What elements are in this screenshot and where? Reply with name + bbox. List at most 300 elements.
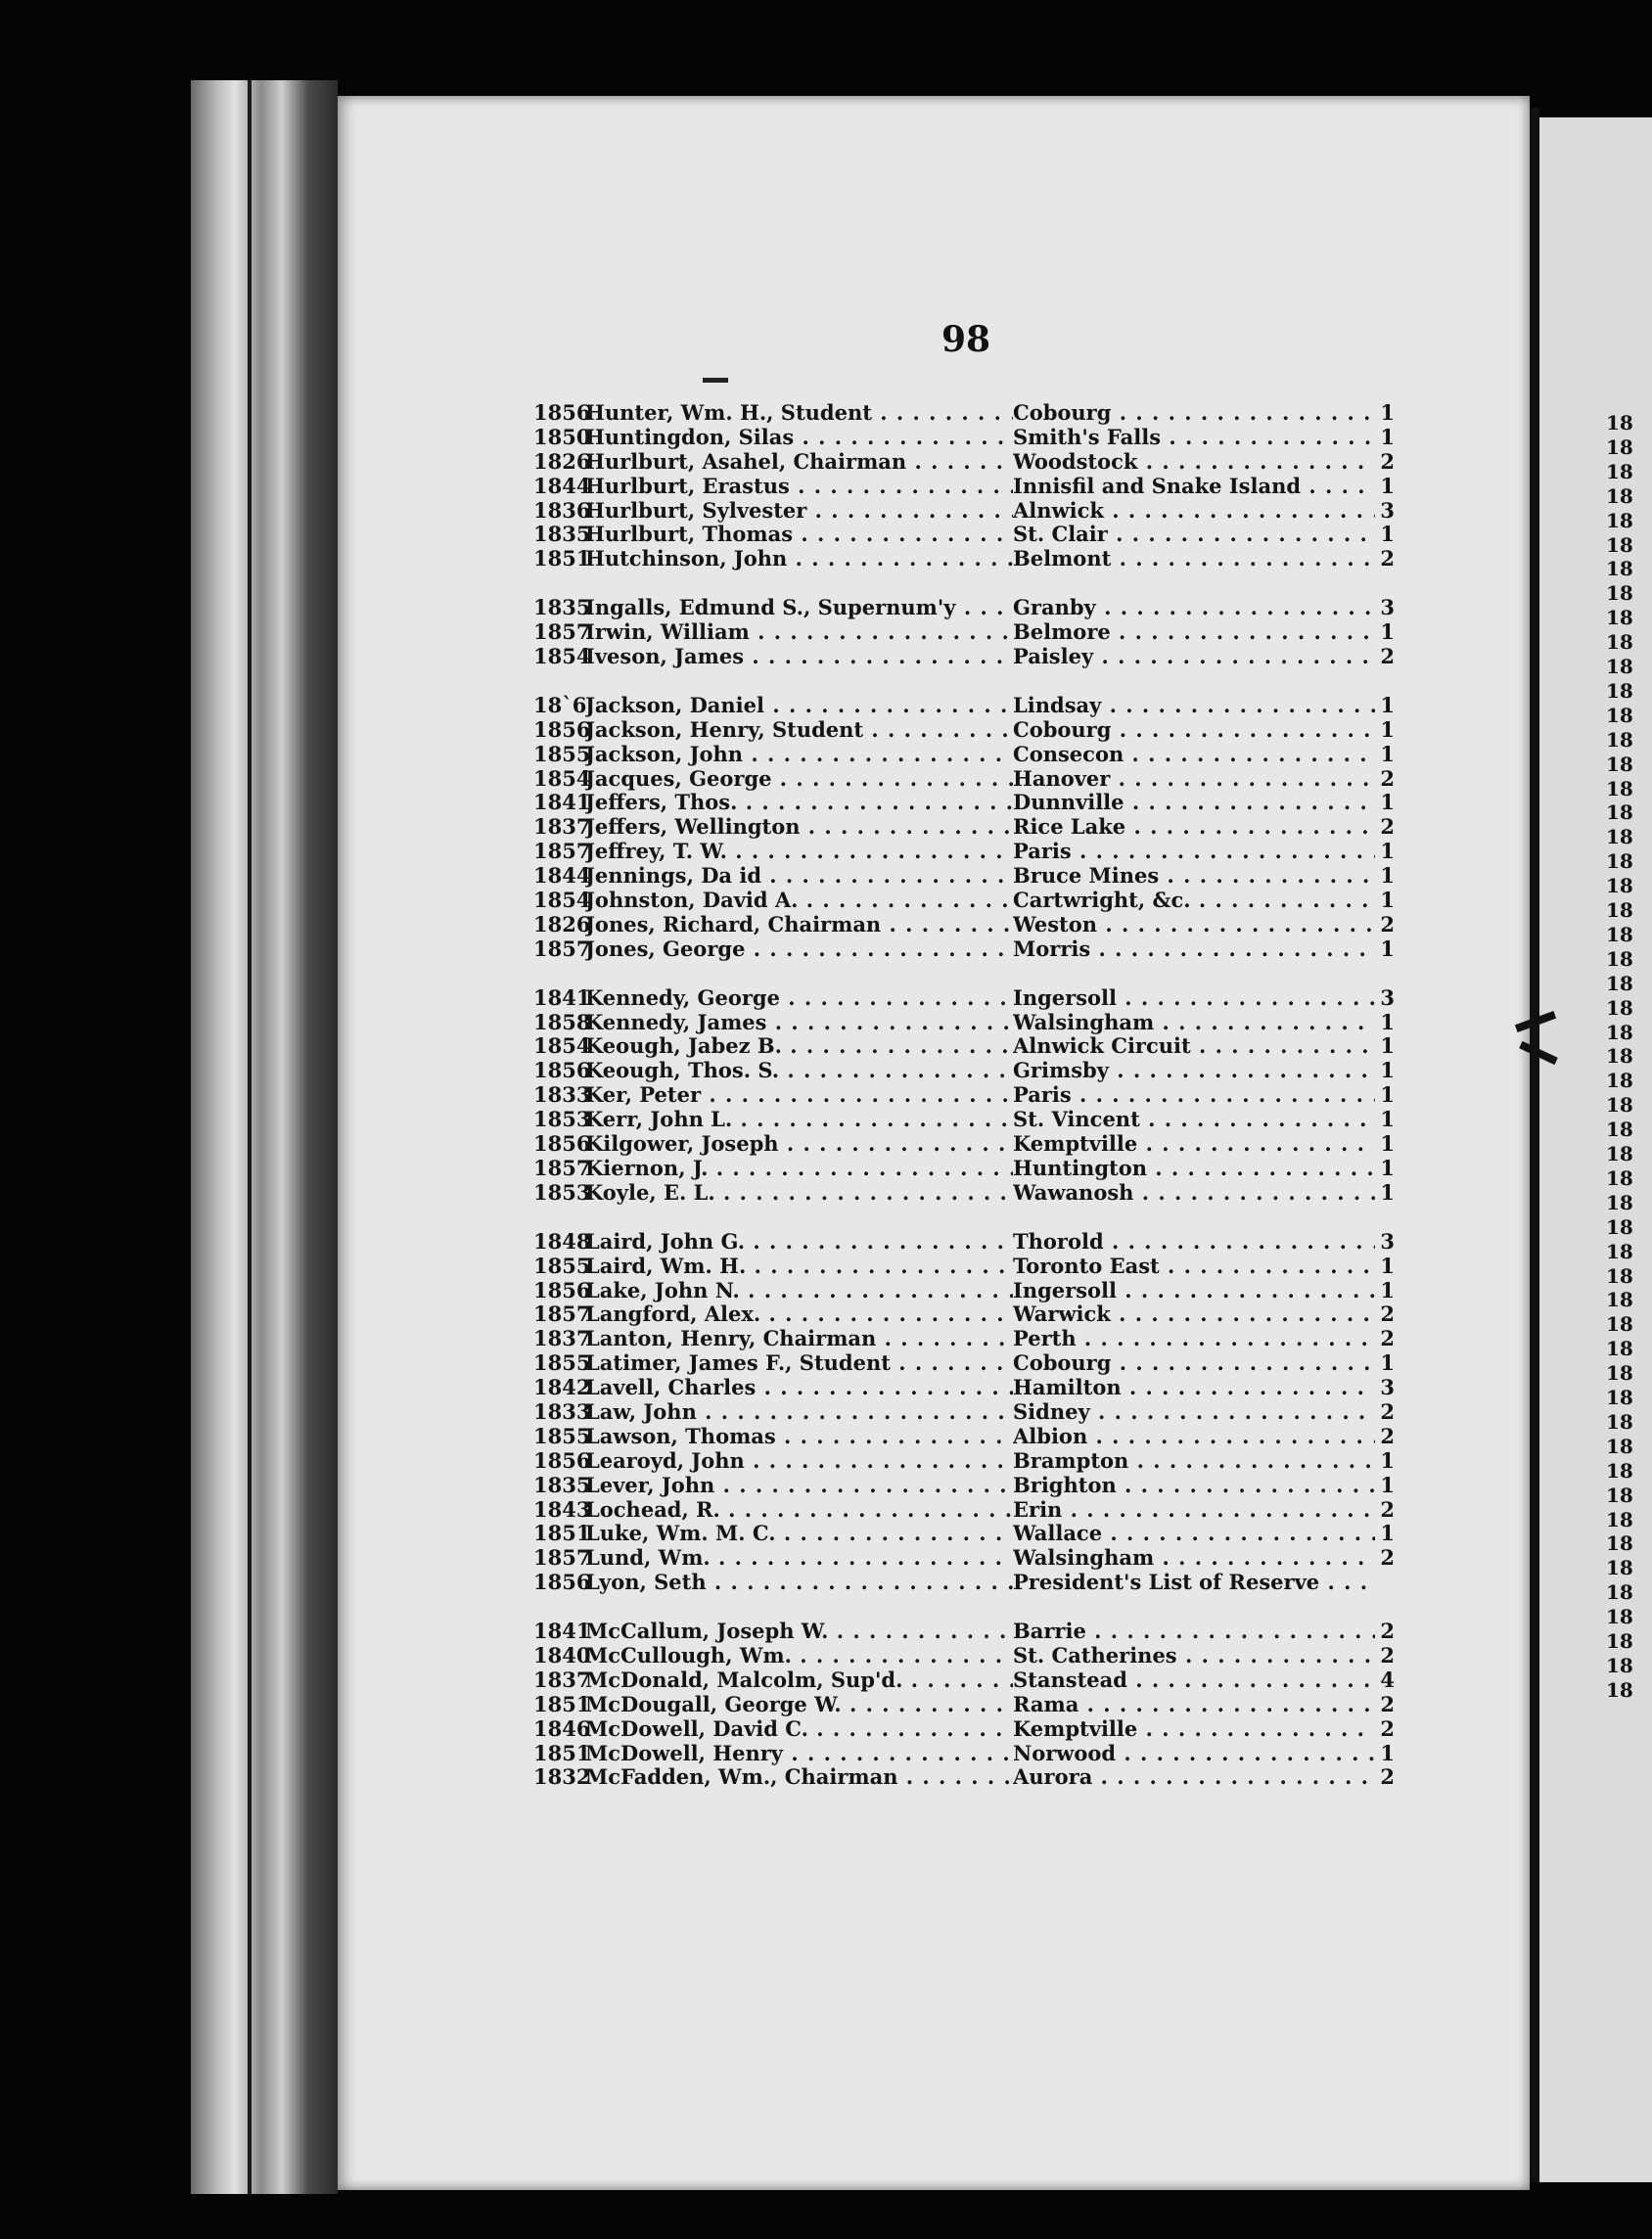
list-item — [533, 1449, 1395, 1474]
entry-year: 1851 — [533, 1740, 591, 1765]
list-item — [533, 1571, 1395, 1595]
group-spacer — [533, 1206, 1395, 1230]
entry-circuit: Huntington . . . — [1013, 1157, 1375, 1181]
entry-circuit: Rice Lake . . . — [1013, 815, 1375, 840]
entry-circuit: St. Catherines . . . — [1013, 1644, 1375, 1668]
entry-name: Hurlburt, Asahel, Chairman . . . — [585, 450, 1013, 475]
entry-name: Johnston, David A. . . . — [585, 889, 1013, 913]
group-spacer — [533, 669, 1395, 694]
list-item — [533, 620, 1395, 645]
adjacent-page-fragment: 18 — [1606, 459, 1633, 483]
list-item — [533, 1644, 1395, 1668]
entry-circuit: Belmore . . . — [1013, 620, 1375, 645]
entry-circuit: Walsingham . . . — [1013, 1546, 1375, 1571]
list-item — [533, 1157, 1395, 1181]
page-gutter — [1530, 108, 1539, 2182]
adjacent-page-fragment: 18 — [1606, 1677, 1633, 1702]
entry-circuit: Cobourg . . . — [1013, 1351, 1375, 1376]
header-rule — [703, 378, 728, 383]
entry-name: Lake, John N. . . . — [585, 1279, 1013, 1303]
entry-year: 1851 — [533, 546, 591, 571]
entry-years: 3 — [1380, 595, 1395, 620]
entry-year: 1837 — [533, 814, 591, 840]
entry-circuit: Stanstead . . . — [1013, 1668, 1375, 1693]
entry-circuit: St. Vincent . . . — [1013, 1108, 1375, 1132]
list-item — [533, 1693, 1395, 1717]
entry-year: 1844 — [533, 863, 591, 889]
entry-circuit: Morris . . . — [1013, 937, 1375, 962]
entry-years: 1 — [1380, 1107, 1395, 1132]
entry-years: 2 — [1380, 1545, 1395, 1571]
list-item — [533, 815, 1395, 840]
entry-year: 1841 — [533, 790, 591, 815]
entry-circuit: Barrie . . . — [1013, 1620, 1375, 1644]
entry-name: Jeffers, Thos. . . . — [585, 791, 1013, 815]
entry-circuit: Sidney . . . — [1013, 1400, 1375, 1425]
entry-years: 1 — [1380, 1277, 1395, 1302]
entry-circuit: Consecon . . . — [1013, 743, 1375, 767]
entry-name: Lavell, Charles . . . — [585, 1376, 1013, 1400]
entry-name: Jones, George . . . — [585, 937, 1013, 962]
list-item — [533, 767, 1395, 792]
entry-name: Hurlburt, Erastus . . . — [585, 475, 1013, 499]
entry-year: 1854 — [533, 1033, 591, 1059]
entry-circuit: Warwick . . . — [1013, 1302, 1375, 1327]
list-item — [533, 1620, 1395, 1644]
entry-circuit: Thorold . . . — [1013, 1230, 1375, 1255]
entry-years: 1 — [1380, 1033, 1395, 1059]
adjacent-page-fragment: 18 — [1606, 1556, 1633, 1580]
page-number: 98 — [941, 319, 991, 360]
entry-year: 1856 — [533, 400, 591, 425]
adjacent-page-fragment: 18 — [1606, 1605, 1633, 1629]
entry-years: 1 — [1380, 741, 1395, 766]
entry-name: Hutchinson, John . . . — [585, 547, 1013, 571]
entry-years: 3 — [1380, 1375, 1395, 1400]
adjacent-page-fragment: 18 — [1606, 1118, 1633, 1142]
adjacent-page-fragment: 18 — [1606, 1142, 1633, 1165]
entry-circuit: Wawanosh . . . — [1013, 1181, 1375, 1206]
adjacent-page-fragment: 18 — [1606, 678, 1633, 703]
entry-name: McDonald, Malcolm, Sup'd. . . . — [585, 1668, 1013, 1693]
entry-years: 3 — [1380, 1228, 1395, 1254]
entry-years: 1 — [1380, 473, 1395, 498]
entry-name: Jackson, Daniel . . . — [585, 694, 1013, 718]
adjacent-page-fragment: 18 — [1606, 1020, 1633, 1044]
entry-year: 1844 — [533, 473, 591, 498]
adjacent-page-fragment: 18 — [1606, 1312, 1633, 1337]
entry-circuit: Paisley . . . — [1013, 645, 1375, 669]
entry-name: McDougall, George W. . . . — [585, 1693, 1013, 1717]
entry-years: 2 — [1380, 1423, 1395, 1448]
entry-name: Koyle, E. L. . . . — [585, 1181, 1013, 1206]
list-item — [533, 401, 1395, 426]
adjacent-page-fragment: 18 — [1606, 995, 1633, 1020]
entry-years: 1 — [1380, 1472, 1395, 1497]
entry-year: 1853 — [533, 1179, 591, 1205]
entry-circuit: Ingersoll . . . — [1013, 986, 1375, 1011]
minister-list — [533, 401, 1395, 1790]
entry-year: 18`6 — [533, 692, 587, 717]
entry-year: 1835 — [533, 595, 591, 620]
entry-years: 2 — [1380, 644, 1395, 669]
entry-name: McCallum, Joseph W. . . . — [585, 1620, 1013, 1644]
entry-name: McFadden, Wm., Chairman . . . — [585, 1765, 1013, 1790]
entry-years: 1 — [1380, 1521, 1395, 1546]
entry-year: 1855 — [533, 1253, 591, 1278]
list-item — [533, 547, 1395, 571]
entry-years: 3 — [1380, 984, 1395, 1010]
list-item — [533, 1498, 1395, 1523]
entry-year: 1855 — [533, 741, 591, 766]
entry-circuit: Grimsby . . . — [1013, 1059, 1375, 1083]
list-item — [533, 1546, 1395, 1571]
entry-year: 1858 — [533, 1009, 591, 1034]
adjacent-page-fragment: 18 — [1606, 1263, 1633, 1288]
list-item — [533, 1302, 1395, 1327]
entry-circuit: Innisfil and Snake Island . . . — [1013, 475, 1375, 499]
adjacent-page-fragment: 18 — [1606, 1165, 1633, 1190]
entry-circuit: Cartwright, &c. . . . — [1013, 889, 1375, 913]
group-spacer — [533, 1595, 1395, 1620]
entry-circuit: Albion . . . — [1013, 1425, 1375, 1449]
entry-years: 1 — [1380, 888, 1395, 913]
entry-circuit: Rama . . . — [1013, 1693, 1375, 1717]
adjacent-page-fragment: 18 — [1606, 1337, 1633, 1361]
entry-years: 1 — [1380, 424, 1395, 449]
adjacent-page-fragment: 18 — [1606, 874, 1633, 898]
entry-name: Lund, Wm. . . . — [585, 1546, 1013, 1571]
adjacent-page-fragment: 18 — [1606, 922, 1633, 946]
entry-circuit: Aurora . . . — [1013, 1765, 1375, 1790]
list-item — [533, 1108, 1395, 1132]
adjacent-page-fragment: 18 — [1606, 1409, 1633, 1434]
entry-circuit: Norwood . . . — [1013, 1742, 1375, 1766]
entry-year: 1854 — [533, 644, 591, 669]
list-item — [533, 1011, 1395, 1035]
entry-year: 1841 — [533, 1619, 591, 1644]
list-item — [533, 1668, 1395, 1693]
entry-years: 1 — [1380, 1447, 1395, 1473]
entry-circuit: President's List of Reserve . . . — [1013, 1571, 1375, 1595]
adjacent-page-fragment: 18 — [1606, 581, 1633, 606]
entry-years: 2 — [1380, 448, 1395, 474]
entry-circuit: Brampton . . . — [1013, 1449, 1375, 1474]
entry-year: 1854 — [533, 888, 591, 913]
adjacent-page-edge — [1539, 117, 1652, 2182]
adjacent-page-fragment: 18 — [1606, 557, 1633, 581]
entry-years: 1 — [1380, 400, 1395, 425]
entry-years: 2 — [1380, 1398, 1395, 1424]
entry-year: 1857 — [533, 936, 591, 961]
entry-year: 1826 — [533, 911, 591, 937]
entry-circuit: Wallace . . . — [1013, 1522, 1375, 1546]
adjacent-page-fragment: 18 — [1606, 849, 1633, 874]
entry-year: 1841 — [533, 984, 591, 1010]
entry-years: 1 — [1380, 936, 1395, 961]
entry-year: 1857 — [533, 1545, 591, 1571]
entry-year: 1856 — [533, 1277, 591, 1302]
adjacent-page-fragment: 18 — [1606, 1190, 1633, 1214]
entry-circuit: Kemptville . . . — [1013, 1717, 1375, 1742]
entry-name: Ker, Peter . . . — [585, 1083, 1013, 1108]
entry-year: 1851 — [533, 1691, 591, 1716]
entry-year: 1851 — [533, 1521, 591, 1546]
entry-name: Jennings, Da id . . . — [585, 864, 1013, 889]
list-item — [533, 889, 1395, 913]
entry-name: Luke, Wm. M. C. . . . — [585, 1522, 1013, 1546]
entry-name: Laird, Wm. H. . . . — [585, 1255, 1013, 1279]
entry-year: 1835 — [533, 522, 591, 547]
list-item — [533, 913, 1395, 937]
list-item — [533, 1400, 1395, 1425]
entry-name: Lochead, R. . . . — [585, 1498, 1013, 1523]
adjacent-page-fragment: 18 — [1606, 532, 1633, 557]
entry-name: Hunter, Wm. H., Student . . . — [585, 401, 1013, 426]
entry-name: McDowell, Henry . . . — [585, 1742, 1013, 1766]
group-spacer — [533, 962, 1395, 986]
adjacent-page-fragment: 18 — [1606, 1361, 1633, 1386]
entry-years: 1 — [1380, 790, 1395, 815]
adjacent-page-fragment: 18 — [1606, 1653, 1633, 1677]
entry-year: 1853 — [533, 1107, 591, 1132]
adjacent-page-fragment: 18 — [1606, 1093, 1633, 1118]
entry-circuit: Bruce Mines . . . — [1013, 864, 1375, 889]
entry-circuit: Cobourg . . . — [1013, 401, 1375, 426]
entry-year: 1850 — [533, 424, 591, 449]
entry-name: Iveson, James . . . — [585, 645, 1013, 669]
adjacent-page-fragment: 18 — [1606, 800, 1633, 825]
adjacent-page-fragment: 18 — [1606, 411, 1633, 434]
list-item — [533, 1376, 1395, 1400]
list-item — [533, 645, 1395, 669]
entry-years: 1 — [1380, 716, 1395, 742]
entry-year: 1842 — [533, 1375, 591, 1400]
entry-years: 2 — [1380, 814, 1395, 840]
entry-years: 2 — [1380, 1764, 1395, 1790]
entry-name: Learoyd, John . . . — [585, 1449, 1013, 1474]
entry-name: Jeffrey, T. W. . . . — [585, 840, 1013, 864]
list-item — [533, 450, 1395, 475]
list-item — [533, 1181, 1395, 1206]
entry-circuit: Toronto East . . . — [1013, 1255, 1375, 1279]
list-item — [533, 718, 1395, 743]
entry-circuit: Perth . . . — [1013, 1327, 1375, 1351]
entry-year: 1856 — [533, 1447, 591, 1473]
adjacent-page-fragment: 18 — [1606, 1531, 1633, 1556]
entry-name: Hurlburt, Sylvester . . . — [585, 499, 1013, 524]
entry-years: 1 — [1380, 619, 1395, 645]
entry-circuit: Woodstock . . . — [1013, 450, 1375, 475]
entry-name: Laird, John G. . . . — [585, 1230, 1013, 1255]
entry-years: 4 — [1380, 1667, 1395, 1692]
list-item — [533, 1059, 1395, 1083]
entry-circuit: St. Clair . . . — [1013, 523, 1375, 547]
entry-name: McDowell, David C. . . . — [585, 1717, 1013, 1742]
list-item — [533, 523, 1395, 547]
entry-name: Lawson, Thomas . . . — [585, 1425, 1013, 1449]
list-item — [533, 1132, 1395, 1157]
entry-year: 1856 — [533, 716, 591, 742]
adjacent-page-fragment: 18 — [1606, 655, 1633, 678]
entry-year: 1846 — [533, 1715, 591, 1741]
entry-circuit: Ingersoll . . . — [1013, 1279, 1375, 1303]
adjacent-page-fragment: 18 — [1606, 946, 1633, 971]
entry-name: Keough, Thos. S. . . . — [585, 1059, 1013, 1083]
entry-circuit: Alnwick Circuit . . . — [1013, 1034, 1375, 1059]
list-item — [533, 937, 1395, 962]
adjacent-page-fragment: 18 — [1606, 1434, 1633, 1458]
adjacent-page-fragment: 18 — [1606, 1483, 1633, 1507]
entry-year: 1835 — [533, 1472, 591, 1497]
entry-name: Huntingdon, Silas . . . — [585, 426, 1013, 450]
entry-year: 1840 — [533, 1642, 591, 1668]
adjacent-page-fragment: 18 — [1606, 703, 1633, 727]
adjacent-page-fragment: 18 — [1606, 1069, 1633, 1093]
entry-year: 1833 — [533, 1398, 591, 1424]
entry-name: Hurlburt, Thomas . . . — [585, 523, 1013, 547]
entry-year: 1857 — [533, 1155, 591, 1180]
entry-years: 1 — [1380, 839, 1395, 864]
adjacent-page-fragment: 18 — [1606, 1580, 1633, 1605]
list-item — [533, 1327, 1395, 1351]
adjacent-page-fragment: 18 — [1606, 1507, 1633, 1531]
entry-year: 1855 — [533, 1423, 591, 1448]
adjacent-page-fragment: 18 — [1606, 434, 1633, 459]
adjacent-page-fragment: 18 — [1606, 825, 1633, 849]
entry-years: 2 — [1380, 1642, 1395, 1668]
list-item — [533, 1425, 1395, 1449]
entry-name: Ingalls, Edmund S., Supernum'y . . . — [585, 596, 1013, 620]
entry-years: 2 — [1380, 1715, 1395, 1741]
list-item — [533, 1765, 1395, 1790]
entry-name: McCullough, Wm. . . . — [585, 1644, 1013, 1668]
entry-years: 1 — [1380, 1058, 1395, 1083]
entry-year: 1857 — [533, 1302, 591, 1327]
entry-name: Lyon, Seth . . . — [585, 1571, 1013, 1595]
entry-years: 2 — [1380, 1496, 1395, 1522]
entry-name: Lever, John . . . — [585, 1474, 1013, 1498]
entry-years: 2 — [1380, 911, 1395, 937]
entry-year: 1856 — [533, 1570, 591, 1595]
entry-circuit: Smith's Falls . . . — [1013, 426, 1375, 450]
adjacent-page-fragment: 18 — [1606, 630, 1633, 655]
entry-name: Irwin, William . . . — [585, 620, 1013, 645]
entry-years: 1 — [1380, 692, 1395, 717]
entry-circuit: Walsingham . . . — [1013, 1011, 1375, 1035]
entry-years: 2 — [1380, 546, 1395, 571]
entry-years: 1 — [1380, 863, 1395, 889]
entry-circuit: Dunnville . . . — [1013, 791, 1375, 815]
adjacent-page-fragment: 18 — [1606, 752, 1633, 776]
entry-years: 3 — [1380, 497, 1395, 523]
entry-year: 1836 — [533, 497, 591, 523]
entry-years: 2 — [1380, 1619, 1395, 1644]
entry-circuit: Kemptville . . . — [1013, 1132, 1375, 1157]
list-item — [533, 1351, 1395, 1376]
entry-year: 1833 — [533, 1082, 591, 1108]
entry-name: Jeffers, Wellington . . . — [585, 815, 1013, 840]
entry-circuit: Hamilton . . . — [1013, 1376, 1375, 1400]
group-spacer — [533, 571, 1395, 596]
entry-name: Kiernon, J. . . . — [585, 1157, 1013, 1181]
list-item — [533, 1083, 1395, 1108]
list-item — [533, 1255, 1395, 1279]
entry-year: 1826 — [533, 448, 591, 474]
entry-circuit: Paris . . . — [1013, 840, 1375, 864]
entry-name: Latimer, James F., Student . . . — [585, 1351, 1013, 1376]
entry-circuit: Cobourg . . . — [1013, 718, 1375, 743]
entry-circuit: Hanover . . . — [1013, 767, 1375, 792]
entry-name: Jacques, George . . . — [585, 767, 1013, 792]
adjacent-page-fragment: 18 — [1606, 1288, 1633, 1312]
list-item — [533, 986, 1395, 1011]
entry-name: Keough, Jabez B. . . . — [585, 1034, 1013, 1059]
list-item — [533, 864, 1395, 889]
entry-circuit: Belmont . . . — [1013, 547, 1375, 571]
list-item — [533, 1522, 1395, 1546]
entry-years: 1 — [1380, 1179, 1395, 1205]
entry-year: 1837 — [533, 1667, 591, 1692]
book-edge — [191, 80, 338, 2194]
entry-years: 1 — [1380, 522, 1395, 547]
entry-name: Law, John . . . — [585, 1400, 1013, 1425]
entry-circuit: Lindsay . . . — [1013, 694, 1375, 718]
list-item — [533, 1717, 1395, 1742]
entry-years: 1 — [1380, 1131, 1395, 1157]
adjacent-page-fragment: 18 — [1606, 776, 1633, 800]
entry-year: 1843 — [533, 1496, 591, 1522]
entry-circuit: Erin . . . — [1013, 1498, 1375, 1523]
list-item — [533, 791, 1395, 815]
adjacent-page-fragment: 18 — [1606, 1629, 1633, 1653]
entry-circuit: Alnwick . . . — [1013, 499, 1375, 524]
adjacent-page-fragment: 18 — [1606, 727, 1633, 752]
entry-years: 1 — [1380, 1155, 1395, 1180]
list-item — [533, 1034, 1395, 1059]
adjacent-page-fragment: 18 — [1606, 898, 1633, 922]
entry-name: Jones, Richard, Chairman . . . — [585, 913, 1013, 937]
adjacent-page-fragment: 18 — [1606, 483, 1633, 508]
entry-years: 1 — [1380, 1082, 1395, 1108]
entry-name: Lanton, Henry, Chairman . . . — [585, 1327, 1013, 1351]
entry-years: 1 — [1380, 1350, 1395, 1376]
entry-name: Jackson, John . . . — [585, 743, 1013, 767]
list-item — [533, 840, 1395, 864]
entry-name: Langford, Alex. . . . — [585, 1302, 1013, 1327]
entry-year: 1848 — [533, 1228, 591, 1254]
entry-year: 1857 — [533, 619, 591, 645]
entry-year: 1857 — [533, 839, 591, 864]
entry-name: Kennedy, James . . . — [585, 1011, 1013, 1035]
entry-year: 1855 — [533, 1350, 591, 1376]
list-item — [533, 743, 1395, 767]
entry-year: 1832 — [533, 1764, 591, 1790]
entry-years: 2 — [1380, 765, 1395, 791]
adjacent-page-fragment: 18 — [1606, 1458, 1633, 1483]
entry-name: Kerr, John L. . . . — [585, 1108, 1013, 1132]
list-item — [533, 1742, 1395, 1766]
entry-years: 2 — [1380, 1326, 1395, 1351]
entry-years: 1 — [1380, 1253, 1395, 1278]
adjacent-page-fragment: 18 — [1606, 508, 1633, 532]
adjacent-page-fragment: 18 — [1606, 606, 1633, 630]
list-item — [533, 1279, 1395, 1303]
entry-name: Kilgower, Joseph . . . — [585, 1132, 1013, 1157]
adjacent-page-fragment: 18 — [1606, 971, 1633, 995]
adjacent-page-fragment: 18 — [1606, 1386, 1633, 1409]
entry-years: 2 — [1380, 1302, 1395, 1327]
